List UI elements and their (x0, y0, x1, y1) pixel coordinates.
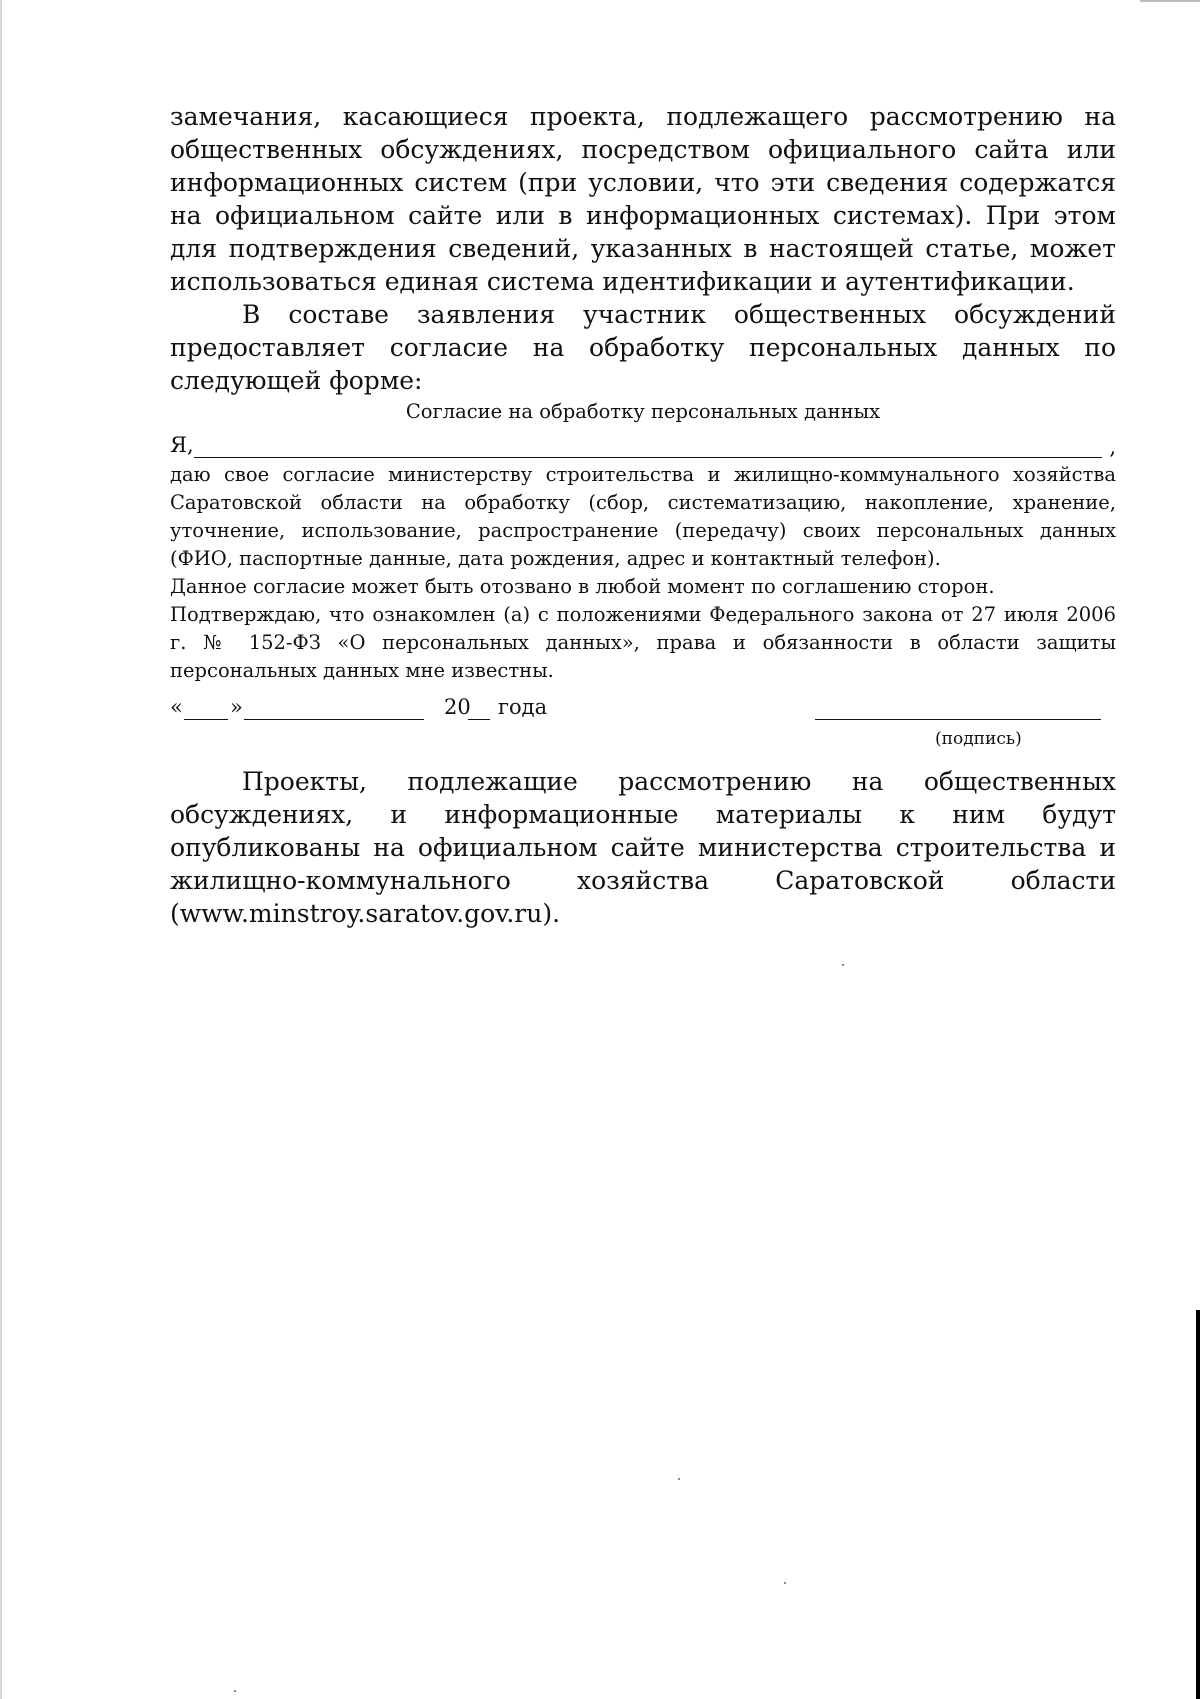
consent-revocation: Данное согласие может быть отозвано в любой момент по соглашению сторон. (170, 575, 995, 598)
scan-speck (784, 1582, 786, 1584)
scan-speck (678, 1478, 680, 1480)
year-prefix: 20 (444, 695, 471, 719)
year-suffix: года (498, 695, 548, 719)
consent-title: Согласие на обработку персональных данных (405, 400, 881, 423)
ya-comma: , (1109, 435, 1116, 459)
name-blank-line (194, 457, 1102, 458)
ya-label: Я, (170, 433, 194, 457)
paragraph-final: Проекты, подлежащие рассмотрению на общественных обсуждениях, и информационные материалы к ним будут опубликованы на официальном сайте министерства строительства и жилищно-коммунального хозяйства Саратовской области (www.minstroy.saratov.gov.ru). (170, 767, 1116, 928)
scan-speck (842, 964, 844, 966)
scan-left-edge (0, 0, 2, 1699)
name-field-row (170, 429, 1116, 461)
signature-caption: (подпись) (935, 729, 1022, 749)
year-blank-line (468, 719, 490, 720)
paragraph-top: замечания, касающиеся проекта, подлежащего рассмотрению на общественных обсуждениях, посредством официального сайта или информационных систем (при условии, что эти сведения содержатся на официальном сайте или в информационных системах). При этом для подтверждения сведений, указанных в настоящей статье, может использоваться единая система идентификации и аутентификации. (170, 102, 1116, 296)
paragraph-consent-intro: В составе заявления участник общественных обсуждений предоставляет согласие на обработку персональных данных по следующей форме: (170, 300, 1116, 395)
date-signature-row (170, 689, 1116, 731)
scan-corner-mark (1140, 0, 1200, 2)
month-blank-line (244, 719, 424, 720)
signature-caption-row (170, 731, 1116, 759)
day-blank-line (184, 719, 228, 720)
consent-body: даю свое согласие министерству строительства и жилищно-коммунального хозяйства Саратовской области на обработку (сбор, систематизацию, накопление, хранение, уточнение, использование, распространение (передачу) своих персональных данных (ФИО, паспортные данные, дата рождения, адрес и контактный телефон). (170, 463, 1116, 570)
consent-form (170, 397, 1116, 759)
consent-confirmation: Подтверждаю, что ознакомлен (а) с положениями Федерального закона от 27 июля 2006 г. № 152-ФЗ «О персональных данных», права и обязанности в области защиты персональных данных мне известны. (170, 603, 1116, 682)
signature-blank-line (815, 719, 1101, 720)
date-quote-close: » (230, 695, 243, 719)
scan-speck (234, 1690, 236, 1692)
scan-right-edge (1196, 1310, 1200, 1699)
date-quote-open: « (170, 695, 183, 719)
document-body (170, 100, 1116, 930)
